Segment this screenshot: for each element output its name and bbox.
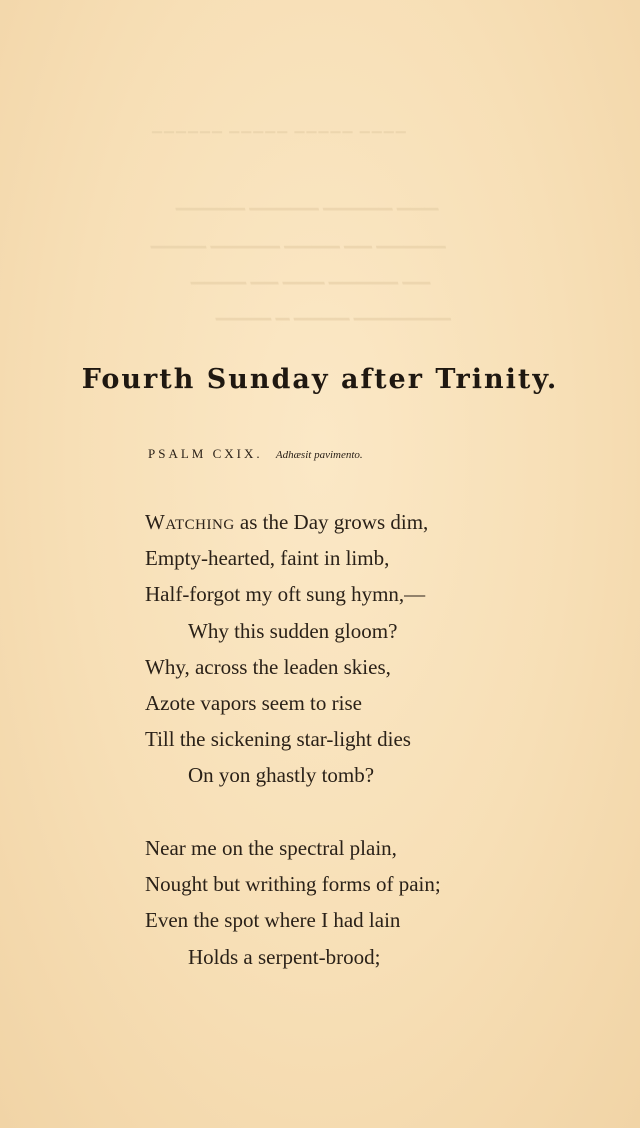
bleed-through-header: ▁▁▁▁ ▁▁▁▁▁ ▁▁▁▁▁ ▁▁▁▁▁▁ [150, 118, 406, 133]
poem-line: Holds a serpent-brood; [188, 944, 381, 969]
stanza-1 [145, 504, 428, 794]
bleed-through-line: ▁▁ ▁▁▁▁▁ ▁▁▁ ▁▁ ▁▁▁▁ [190, 264, 430, 284]
poem-line: Empty-hearted, faint in limb, [145, 546, 390, 571]
poem-line: Till the sickening star-light dies [145, 727, 411, 752]
poem-line: Nought but writhing forms of pain; [145, 872, 441, 897]
poem-line [145, 504, 428, 540]
poem-line: Why, across the leaden skies, [145, 654, 391, 679]
poem-line: Even the spot where I had lain [145, 908, 401, 933]
poem-line: On yon ghastly tomb? [188, 763, 375, 788]
stanza-2 [145, 830, 441, 975]
page-title: Fourth Sunday after Trinity. [81, 364, 559, 395]
bleed-through-line: ▁▁▁▁▁ ▁▁ ▁▁▁▁ ▁▁▁▁▁ ▁▁▁▁ [150, 228, 445, 248]
bleed-through-line: ▁▁▁ ▁▁▁▁▁ ▁▁▁▁▁ ▁▁▁▁▁ [175, 190, 438, 210]
poem-line: Azote vapors seem to rise [145, 690, 362, 715]
poem-line-text: as the Day grows dim, [234, 510, 429, 534]
psalm-latin-incipit: Adhæsit pavimento. [275, 449, 363, 461]
poem-line: Why this sudden gloom? [188, 618, 398, 643]
epigraph [148, 446, 363, 462]
bleed-through-line: ▁▁▁▁▁▁▁ ▁▁▁▁ ▁ ▁▁▁▁ [215, 300, 450, 320]
poem-first-word: Watching [145, 510, 235, 534]
psalm-reference: PSALM CXIX. [148, 446, 263, 461]
poem-line: Half-forgot my oft sung hymn,— [145, 582, 426, 607]
poem-line: Near me on the spectral plain, [145, 836, 397, 860]
